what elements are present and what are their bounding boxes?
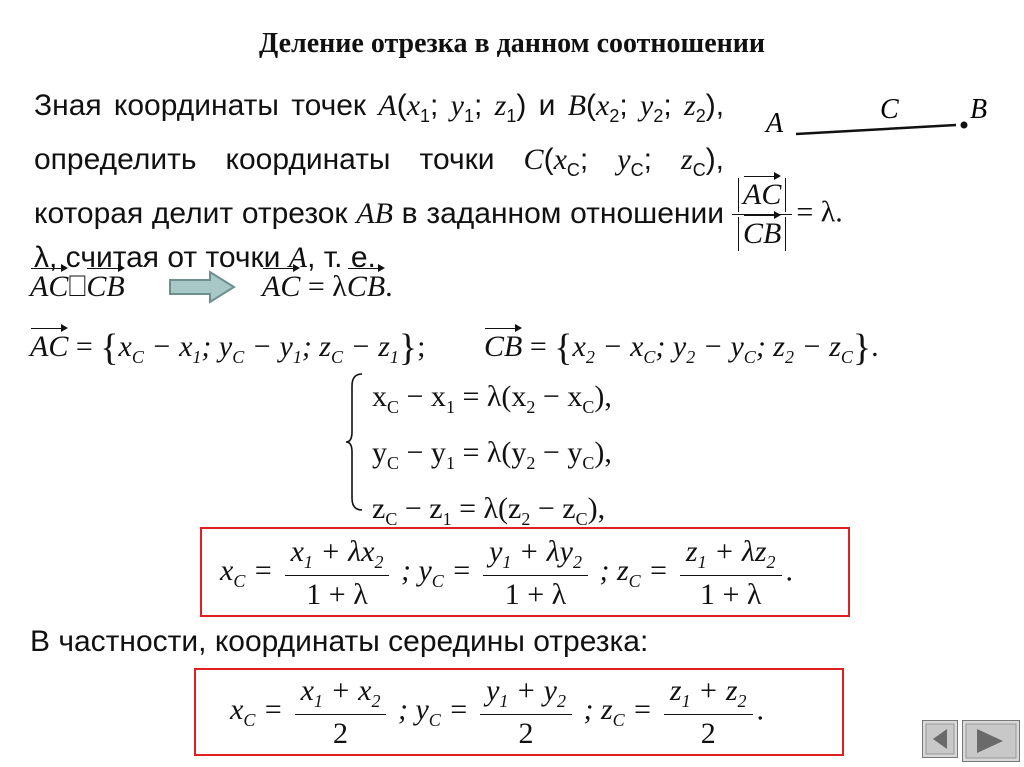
equation-system <box>372 374 612 542</box>
collinear-vectors: AC⎕CB <box>30 270 125 303</box>
midpoint-formula-box <box>194 668 844 756</box>
prev-slide-button[interactable] <box>922 720 958 758</box>
vector-equation: AC = λCB. <box>262 270 393 303</box>
system-equation-x: $x_C - x_1 = \lambda(x_2 - x_C)$, <box>372 380 612 417</box>
left-arrow-icon <box>923 721 957 757</box>
point-c-label: C <box>880 94 899 125</box>
page-title: Деление отрезка в данном соотношении <box>258 28 766 59</box>
system-equation-y: $y_C - y_1 = \lambda(y_2 - y_C)$, <box>372 436 612 473</box>
segment-ab <box>796 125 956 134</box>
section-formula-box <box>200 527 850 617</box>
ratio-definition: $\frac{AC}{CB}$ = λ. <box>728 178 843 251</box>
midpoint-formula: $x_C$ = $\frac{x_1 + x_2}{2}$ ; $y_C$ = $\frac{y_1 + y_2}{2}$ ; $z_C$ = $\frac{z_1 + z_2}{2}$ . <box>230 674 764 750</box>
ac-coordinates: AC = {$x_C - x_1$; $y_C - y_1$; $z_C - z_1$}; <box>30 327 426 369</box>
segment-diagram <box>760 90 1000 150</box>
system-brace <box>346 372 366 512</box>
next-slide-button[interactable] <box>962 720 1020 762</box>
point-b-dot <box>961 122 968 129</box>
implies-arrow-icon <box>168 270 238 304</box>
system-equation-z: $z_C - z_1 = \lambda(z_2 - z_C)$, <box>372 492 606 529</box>
right-arrow-icon <box>963 721 1019 761</box>
point-b-label: B <box>970 94 988 125</box>
section-formula: $x_C$ = $\frac{x_1 + \lambda x_2}{1 + \lambda}$ ; $y_C$ = $\frac{y_1 + \lambda y_2}{1 + \lambda}$ ; $z_C$ = $\frac{z_1 + \lambda z_2}{1 + \lambda}$ . <box>220 535 793 611</box>
midpoint-caption: В частности, координаты середины отрезка: <box>30 625 649 658</box>
point-a-label: A <box>766 108 784 139</box>
cb-coordinates: CB = {$x_2 - x_C$; $y_2 - y_C$; $z_2 - z_C$}. <box>484 327 879 369</box>
problem-statement: Зная координаты точек $A(x_1$; $y_1$; $z_1$) и $B(x_2$; $y_2$; $z_2$), определить координаты точки $C(x_C$; $y_C$; $z_C$), которая делит отрезок AB в заданном отношении λ, считая от точки A, т. е. <box>34 89 725 274</box>
